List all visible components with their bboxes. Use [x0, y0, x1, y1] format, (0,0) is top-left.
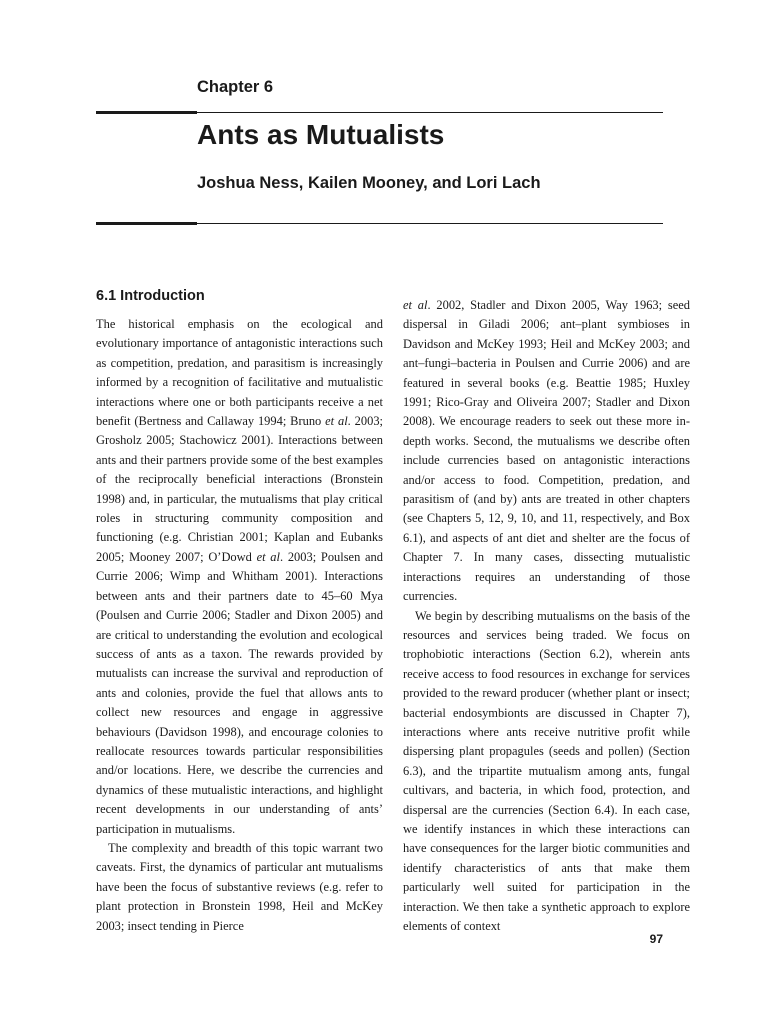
- text-run: . 2003; Poulsen and Currie 2006; Wimp and Whitham 2001). Interactions between ants and their partners date to 45–60 Mya (Poulsen and Currie 2006; Stadler and Dixon 2005) and are critical to understanding the evolution and ecological success of ants as a taxon. The rewards provided by mutualists can increase the survival and reproduction of ants and colonies, provide the fuel that allows ants to collect new resources and engage in aggressive behaviours (Davidson 1998), and encourage colonies to reallocate resources towards particular responsibilities and/or locations. Here, we describe the currencies and dynamics of these mutualistic interactions, and highlight recent developments in our understanding of ants’ participation in mutualisms.: [96, 549, 383, 836]
- italic-text: et al: [325, 414, 348, 429]
- paragraph-intro: [96, 315, 383, 839]
- header-rule-thick-top: [96, 111, 197, 114]
- text-run: . 2002, Stadler and Dixon 2005, Way 1963; seed dispersal in Giladi 2006; ant–plant symbioses in Davidson and McKey 1993; Heil and McKey 2003; and ant–fungi–bacteria in Poulsen and Currie 2006) and are featured in several books (e.g. Beattie 1985; Huxley 1991; Rico-Gray and Oliveira 2007; Stadler and Dixon 2008). We encourage readers to seek out these more in-depth works. Second, the mutualisms we describe often include currencies based on antagonistic interactions and/or access to food. Competition, predation, and parasitism of (and by) ants are treated in other chapters (see Chapters 5, 12, 9, 10, and 11, respectively, and Box 6.1), and aspects of ant diet and shelter are the focus of Chapter 7. In many cases, dissecting mutualistic interactions requires an understanding of those currencies.: [403, 298, 691, 604]
- paragraph-caveats-continued: [403, 296, 690, 607]
- text-run: The historical emphasis on the ecological and evolutionary importance of antagonistic interactions such as competition, predation, and parasitism is increasingly informed by a recognition of facilitative and mutualistic interactions where one or both participants receive a net benefit (Bertness and Callaway 1994; Bruno: [96, 317, 383, 429]
- body-column-left: [96, 315, 383, 936]
- page-number: 97: [649, 932, 663, 946]
- header-rule-thick-bottom: [96, 222, 197, 225]
- text-run: . 2003; Grosholz 2005; Stachowicz 2001). Interactions between ants and their partners provide some of the best examples of the reciprocally beneficial interactions (Bronstein 1998) and, in particular, the mutualisms that play critical roles in structuring community composition and functioning (e.g. Christian 2001; Kaplan and Eubanks 2005; Mooney 2007; O’Dowd: [96, 414, 383, 564]
- paragraph-caveats: The complexity and breadth of this topic warrant two caveats. First, the dynamics of particular ant mutualisms have been the focus of substantive reviews (e.g. refer to plant protection in Bronstein 1998, Heil and McKey 2003; insect tending in Pierce: [96, 840, 383, 933]
- header-rule-thin-top: [197, 112, 663, 113]
- italic-text: et al: [403, 298, 428, 312]
- chapter-title: Ants as Mutualists: [197, 119, 445, 150]
- header-rule-thin-bottom: [197, 223, 663, 224]
- chapter-label: Chapter 6: [197, 78, 274, 96]
- chapter-authors: Joshua Ness, Kailen Mooney, and Lori Lach: [197, 174, 541, 192]
- paragraph-overview: We begin by describing mutualisms on the basis of the resources and services being traded. We focus on trophobiotic interactions (Section 6.2), wherein ants receive access to food resources in exchange for services provided to the reward producer (whether plant or insect; bacterial endosymbionts are discussed in Chapter 7), interactions where ants receive nutritive profit while dispersing plant propagules (seeds and pollen) (Section 6.3), and the tripartite mutualism among ants, fungal cultivars, and bacteria, in which food, protection, and dispersal are the currencies (Section 6.4). In each case, we identify instances in which these interactions can have consequences for the larger biotic communities and identify characteristics of ants that make them particularly well suited for participation in the interaction. We then take a synthetic approach to explore elements of context: [403, 608, 690, 933]
- italic-text: et al: [256, 549, 280, 564]
- body-column-right: [403, 296, 690, 936]
- section-heading: 6.1 Introduction: [96, 288, 205, 304]
